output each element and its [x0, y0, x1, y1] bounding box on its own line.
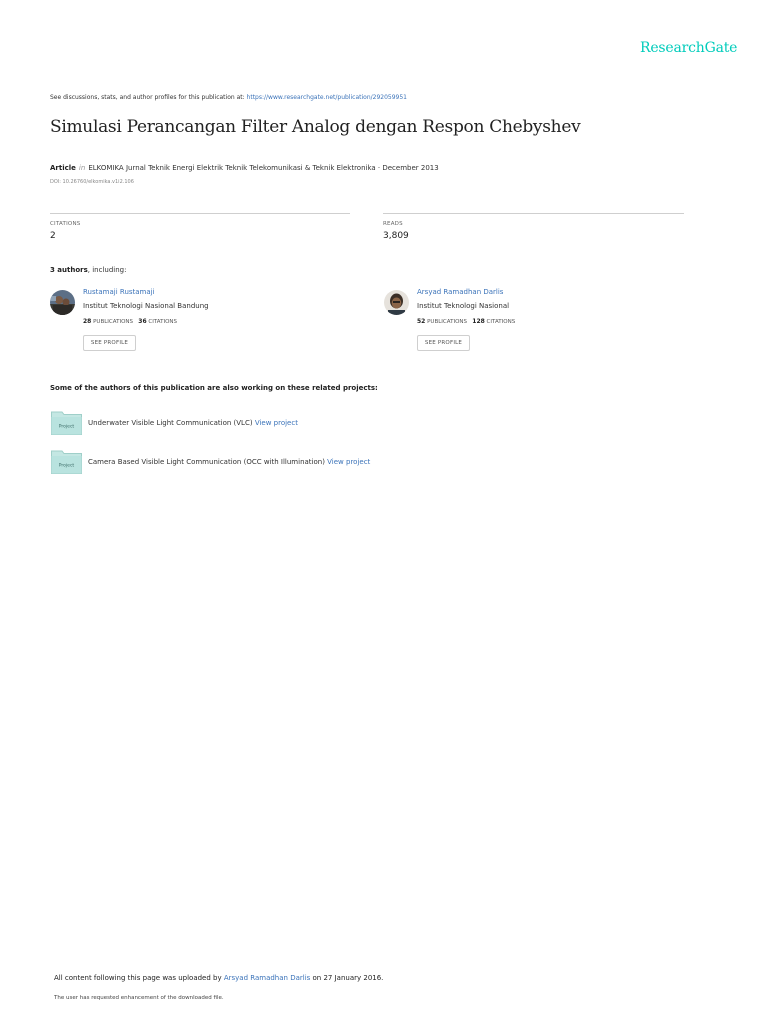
authors-heading-rest: , including:: [87, 266, 127, 274]
discussion-line: [50, 94, 407, 101]
publication-type: Article: [50, 164, 76, 172]
project-name: Camera Based Visible Light Communication (OCC with Illumination): [88, 458, 325, 466]
publications-count: 52: [417, 318, 426, 325]
publications-label: PUBLICATIONS: [427, 319, 468, 325]
researchgate-logo[interactable]: ResearchGate: [640, 40, 738, 56]
view-project-link[interactable]: View project: [327, 458, 371, 466]
publication-url-link[interactable]: https://www.researchgate.net/publication/292059951: [246, 94, 407, 101]
author-name-link[interactable]: Rustamaji Rustamaji: [83, 288, 155, 296]
publication-venue: ELKOMIKA Jurnal Teknik Energi Elektrik Teknik Telekomunikasi & Teknik Elektronika · December 2013: [88, 164, 439, 172]
page-title: Simulasi Perancangan Filter Analog dengan Respon Chebyshev: [50, 117, 581, 137]
avatar[interactable]: [50, 290, 75, 315]
author-citations-label: CITATIONS: [148, 319, 178, 325]
in-label: in: [78, 164, 86, 172]
see-profile-button[interactable]: SEE PROFILE: [417, 335, 470, 351]
project-folder-icon: [51, 410, 82, 439]
project-folder-label: Project: [58, 424, 75, 430]
author-institution: Institut Teknologi Nasional Bandung: [83, 302, 209, 310]
publications-label: PUBLICATIONS: [93, 319, 134, 325]
upload-suffix: on 27 January 2016.: [310, 974, 384, 982]
authors-count: 3 authors: [50, 266, 88, 274]
reads-label: READS: [383, 221, 403, 227]
reads-divider: [383, 213, 684, 214]
enhancement-note: The user has requested enhancement of the downloaded file.: [54, 995, 224, 1001]
avatar[interactable]: [384, 290, 409, 315]
discussion-text: See discussions, stats, and author profiles for this publication at:: [50, 94, 247, 101]
citations-label: CITATIONS: [50, 221, 81, 227]
upload-note: [54, 974, 383, 982]
project-item: [88, 458, 370, 466]
author-name-link[interactable]: Arsyad Ramadhan Darlis: [417, 288, 504, 296]
author-stats: [83, 318, 177, 325]
authors-heading: [50, 266, 126, 274]
publication-doi: DOI: 10.26760/elkomika.v1i2.106: [50, 179, 134, 185]
uploader-link[interactable]: Arsyad Ramadhan Darlis: [223, 974, 311, 982]
author-institution: Institut Teknologi Nasional: [417, 302, 510, 310]
project-folder-icon: [51, 449, 82, 478]
view-project-link[interactable]: View project: [254, 419, 298, 427]
project-name: Underwater Visible Light Communication (VLC): [88, 419, 253, 427]
related-projects-heading: Some of the authors of this publication are also working on these related projects:: [50, 384, 378, 392]
citations-value: 2: [50, 231, 56, 241]
reads-value: 3,809: [383, 231, 409, 241]
author-stats: [417, 318, 515, 325]
upload-prefix: All content following this page was uploaded by: [54, 974, 224, 982]
author-citations-count: 36: [138, 318, 147, 325]
project-folder-label: Project: [58, 463, 75, 469]
see-profile-button[interactable]: SEE PROFILE: [83, 335, 136, 351]
publications-count: 28: [83, 318, 92, 325]
author-citations-label: CITATIONS: [486, 319, 516, 325]
author-citations-count: 128: [472, 318, 485, 325]
project-item: [88, 419, 298, 427]
publication-meta: [50, 164, 439, 172]
citations-divider: [50, 213, 350, 214]
